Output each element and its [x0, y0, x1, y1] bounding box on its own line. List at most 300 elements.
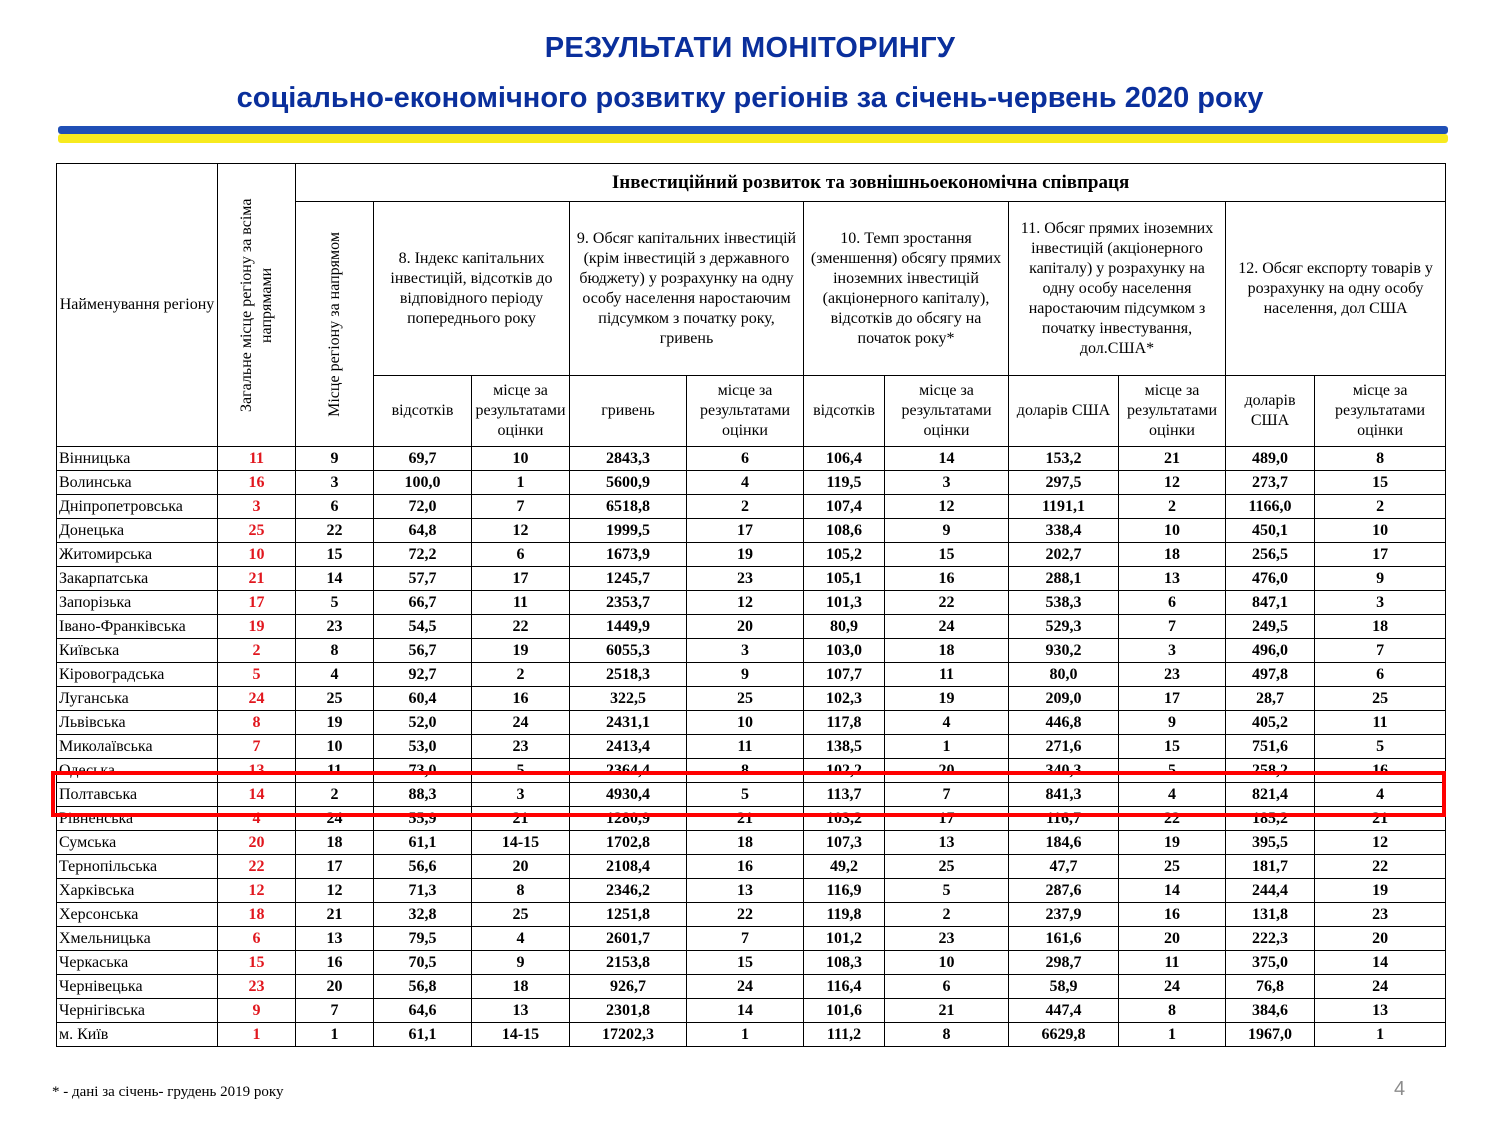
table-row [57, 615, 1446, 639]
table-row [57, 999, 1446, 1023]
indicator-12-header: 12. Обсяг експорту товарів у розрахунку на одну особу населення, дол США [1226, 202, 1446, 376]
direction-place-cell: 24 [296, 807, 374, 831]
region-name-cell: Луганська [57, 687, 218, 711]
direction-place-cell: 19 [296, 711, 374, 735]
value-cell: 375,0 [1226, 951, 1315, 975]
overall-place-cell: 9 [218, 999, 296, 1023]
direction-place-header: Місце регіону за напрямом [296, 202, 374, 447]
overall-place-cell: 8 [218, 711, 296, 735]
place-cell: 12 [472, 519, 570, 543]
indicator-8-header: 8. Індекс капітальних інвестицій, відсотків до відповідного періоду попереднього року [374, 202, 570, 376]
table-row [57, 855, 1446, 879]
overall-place-cell: 1 [218, 1023, 296, 1047]
direction-place-cell: 17 [296, 855, 374, 879]
value-cell: 447,4 [1009, 999, 1119, 1023]
unit-header: відсотків [804, 376, 885, 447]
place-cell: 16 [885, 567, 1009, 591]
place-cell: 6 [1119, 591, 1226, 615]
overall-place-cell: 6 [218, 927, 296, 951]
value-cell: 107,4 [804, 495, 885, 519]
value-cell: 751,6 [1226, 735, 1315, 759]
value-cell: 2431,1 [570, 711, 687, 735]
place-header: місце за результатами оцінки [1119, 376, 1226, 447]
place-cell: 1 [885, 735, 1009, 759]
place-cell: 20 [472, 855, 570, 879]
place-cell: 20 [1315, 927, 1446, 951]
overall-place-cell: 24 [218, 687, 296, 711]
direction-place-cell: 22 [296, 519, 374, 543]
value-cell: 116,9 [804, 879, 885, 903]
value-cell: 61,1 [374, 831, 472, 855]
value-cell: 69,7 [374, 447, 472, 471]
value-cell: 56,6 [374, 855, 472, 879]
value-cell: 103,0 [804, 639, 885, 663]
place-cell: 10 [472, 447, 570, 471]
place-cell: 25 [885, 855, 1009, 879]
overall-place-cell: 21 [218, 567, 296, 591]
place-cell: 14 [1315, 951, 1446, 975]
direction-place-cell: 6 [296, 495, 374, 519]
page-number: 4 [1394, 1078, 1406, 1100]
direction-place-cell: 13 [296, 927, 374, 951]
value-cell: 54,5 [374, 615, 472, 639]
place-cell: 24 [472, 711, 570, 735]
value-cell: 2346,2 [570, 879, 687, 903]
flag-stripe-yellow [58, 134, 1448, 143]
place-cell: 4 [1315, 783, 1446, 807]
place-cell: 22 [1119, 807, 1226, 831]
place-header: місце за результатами оцінки [472, 376, 570, 447]
overall-place-cell: 13 [218, 759, 296, 783]
value-cell: 101,3 [804, 591, 885, 615]
place-cell: 7 [1119, 615, 1226, 639]
indicator-9-header: 9. Обсяг капітальних інвестицій (крім інвестицій з державного бюджету) у розрахунку на одну особу населення наростаючим підсумком з початку року, гривень [570, 202, 804, 376]
place-cell: 12 [1119, 471, 1226, 495]
overall-place-cell: 14 [218, 783, 296, 807]
value-cell: 108,3 [804, 951, 885, 975]
region-name-cell: Волинська [57, 471, 218, 495]
value-cell: 105,2 [804, 543, 885, 567]
value-cell: 119,5 [804, 471, 885, 495]
value-cell: 108,6 [804, 519, 885, 543]
place-cell: 13 [472, 999, 570, 1023]
region-name-cell: Херсонська [57, 903, 218, 927]
place-cell: 21 [1315, 807, 1446, 831]
direction-place-cell: 2 [296, 783, 374, 807]
value-cell: 71,3 [374, 879, 472, 903]
place-cell: 7 [472, 495, 570, 519]
place-cell: 20 [1119, 927, 1226, 951]
value-cell: 847,1 [1226, 591, 1315, 615]
value-cell: 32,8 [374, 903, 472, 927]
value-cell: 2843,3 [570, 447, 687, 471]
place-cell: 16 [472, 687, 570, 711]
place-cell: 4 [472, 927, 570, 951]
value-cell: 52,0 [374, 711, 472, 735]
place-cell: 6 [1315, 663, 1446, 687]
overall-place-cell: 19 [218, 615, 296, 639]
value-cell: 322,5 [570, 687, 687, 711]
indicator-11-header: 11. Обсяг прямих іноземних інвестицій (акціонерного капіталу) у розрахунку на одну особу населення наростаючим підсумком з початку інвестування, дол.США* [1009, 202, 1226, 376]
place-cell: 1 [1119, 1023, 1226, 1047]
place-cell: 19 [885, 687, 1009, 711]
place-cell: 8 [1119, 999, 1226, 1023]
value-cell: 271,6 [1009, 735, 1119, 759]
value-cell: 116,4 [804, 975, 885, 999]
place-cell: 6 [687, 447, 804, 471]
value-cell: 103,2 [804, 807, 885, 831]
place-cell: 23 [885, 927, 1009, 951]
value-cell: 58,9 [1009, 975, 1119, 999]
place-cell: 9 [687, 663, 804, 687]
place-cell: 5 [885, 879, 1009, 903]
value-cell: 55,9 [374, 807, 472, 831]
place-cell: 25 [687, 687, 804, 711]
value-cell: 105,1 [804, 567, 885, 591]
value-cell: 6629,8 [1009, 1023, 1119, 1047]
value-cell: 111,2 [804, 1023, 885, 1047]
place-cell: 22 [472, 615, 570, 639]
direction-place-cell: 15 [296, 543, 374, 567]
indicator-10-header: 10. Темп зростання (зменшення) обсягу прямих іноземних інвестицій (акціонерного капіталу), відсотків до обсягу на початок року* [804, 202, 1009, 376]
table-row [57, 879, 1446, 903]
place-cell: 17 [885, 807, 1009, 831]
place-cell: 2 [687, 495, 804, 519]
value-cell: 841,3 [1009, 783, 1119, 807]
overall-place-cell: 4 [218, 807, 296, 831]
value-cell: 298,7 [1009, 951, 1119, 975]
region-name-cell: Кіровоградська [57, 663, 218, 687]
place-cell: 3 [1119, 639, 1226, 663]
unit-header: відсотків [374, 376, 472, 447]
value-cell: 79,5 [374, 927, 472, 951]
value-cell: 60,4 [374, 687, 472, 711]
place-cell: 14 [885, 447, 1009, 471]
place-cell: 12 [1315, 831, 1446, 855]
value-cell: 107,7 [804, 663, 885, 687]
place-cell: 9 [472, 951, 570, 975]
place-cell: 5 [1315, 735, 1446, 759]
value-cell: 2601,7 [570, 927, 687, 951]
value-cell: 56,7 [374, 639, 472, 663]
value-cell: 2364,4 [570, 759, 687, 783]
value-cell: 102,3 [804, 687, 885, 711]
place-header: місце за результатами оцінки [1315, 376, 1446, 447]
place-cell: 13 [885, 831, 1009, 855]
value-cell: 244,4 [1226, 879, 1315, 903]
place-cell: 8 [687, 759, 804, 783]
value-cell: 184,6 [1009, 831, 1119, 855]
table-row [57, 495, 1446, 519]
overall-place-cell: 10 [218, 543, 296, 567]
place-cell: 19 [472, 639, 570, 663]
page-title: РЕЗУЛЬТАТИ МОНІТОРИНГУ [544, 32, 956, 64]
value-cell: 101,6 [804, 999, 885, 1023]
place-cell: 20 [885, 759, 1009, 783]
value-cell: 80,0 [1009, 663, 1119, 687]
value-cell: 930,2 [1009, 639, 1119, 663]
value-cell: 102,2 [804, 759, 885, 783]
direction-place-cell: 11 [296, 759, 374, 783]
table-row [57, 903, 1446, 927]
place-cell: 17 [687, 519, 804, 543]
place-cell: 22 [687, 903, 804, 927]
table-row [57, 975, 1446, 999]
place-cell: 12 [885, 495, 1009, 519]
place-cell: 11 [687, 735, 804, 759]
overall-place-cell: 16 [218, 471, 296, 495]
place-cell: 17 [472, 567, 570, 591]
direction-place-cell: 3 [296, 471, 374, 495]
direction-place-cell: 5 [296, 591, 374, 615]
direction-place-cell: 12 [296, 879, 374, 903]
place-cell: 21 [687, 807, 804, 831]
place-cell: 8 [885, 1023, 1009, 1047]
overall-place-cell: 12 [218, 879, 296, 903]
value-cell: 237,9 [1009, 903, 1119, 927]
value-cell: 209,0 [1009, 687, 1119, 711]
overall-place-cell: 22 [218, 855, 296, 879]
value-cell: 49,2 [804, 855, 885, 879]
place-cell: 10 [687, 711, 804, 735]
direction-place-cell: 10 [296, 735, 374, 759]
direction-place-cell: 21 [296, 903, 374, 927]
table-row [57, 687, 1446, 711]
place-cell: 21 [885, 999, 1009, 1023]
direction-place-cell: 7 [296, 999, 374, 1023]
table-row [57, 567, 1446, 591]
place-cell: 16 [1315, 759, 1446, 783]
place-cell: 3 [687, 639, 804, 663]
value-cell: 1673,9 [570, 543, 687, 567]
footnote: * - дані за січень- грудень 2019 року [52, 1084, 284, 1100]
place-cell: 3 [472, 783, 570, 807]
place-cell: 18 [1315, 615, 1446, 639]
place-cell: 4 [1119, 783, 1226, 807]
unit-header: гривень [570, 376, 687, 447]
value-cell: 92,7 [374, 663, 472, 687]
value-cell: 138,5 [804, 735, 885, 759]
region-name-cell: Івано-Франківська [57, 615, 218, 639]
value-cell: 17202,3 [570, 1023, 687, 1047]
place-cell: 24 [1315, 975, 1446, 999]
place-cell: 15 [1119, 735, 1226, 759]
table-row [57, 927, 1446, 951]
overall-place-header: Загальне місце регіону за всіма напрямами [218, 164, 296, 447]
place-cell: 17 [1119, 687, 1226, 711]
table-row [57, 951, 1446, 975]
value-cell: 119,8 [804, 903, 885, 927]
value-cell: 64,6 [374, 999, 472, 1023]
table-row [57, 735, 1446, 759]
region-name-cell: Тернопільська [57, 855, 218, 879]
place-cell: 24 [1119, 975, 1226, 999]
place-cell: 1 [472, 471, 570, 495]
place-cell: 2 [472, 663, 570, 687]
value-cell: 6518,8 [570, 495, 687, 519]
place-cell: 15 [687, 951, 804, 975]
value-cell: 297,5 [1009, 471, 1119, 495]
value-cell: 450,1 [1226, 519, 1315, 543]
place-cell: 18 [472, 975, 570, 999]
direction-place-cell: 23 [296, 615, 374, 639]
region-name-cell: Хмельницька [57, 927, 218, 951]
place-cell: 21 [1119, 447, 1226, 471]
table-row [57, 519, 1446, 543]
flag-stripe-blue [58, 126, 1448, 134]
place-cell: 13 [687, 879, 804, 903]
place-cell: 12 [687, 591, 804, 615]
value-cell: 1967,0 [1226, 1023, 1315, 1047]
direction-place-cell: 25 [296, 687, 374, 711]
value-cell: 113,7 [804, 783, 885, 807]
place-cell: 7 [1315, 639, 1446, 663]
place-cell: 14 [1119, 879, 1226, 903]
place-cell: 22 [885, 591, 1009, 615]
place-cell: 21 [472, 807, 570, 831]
page-subtitle: соціально-економічного розвитку регіонів за січень-червень 2020 року [236, 82, 1264, 114]
value-cell: 73,0 [374, 759, 472, 783]
value-cell: 538,3 [1009, 591, 1119, 615]
value-cell: 2353,7 [570, 591, 687, 615]
place-cell: 15 [1315, 471, 1446, 495]
place-cell: 23 [1119, 663, 1226, 687]
value-cell: 2301,8 [570, 999, 687, 1023]
region-name-cell: Закарпатська [57, 567, 218, 591]
direction-place-cell: 9 [296, 447, 374, 471]
place-cell: 17 [1315, 543, 1446, 567]
value-cell: 496,0 [1226, 639, 1315, 663]
value-cell: 117,8 [804, 711, 885, 735]
overall-place-cell: 5 [218, 663, 296, 687]
value-cell: 1999,5 [570, 519, 687, 543]
place-header: місце за результатами оцінки [885, 376, 1009, 447]
value-cell: 1280,9 [570, 807, 687, 831]
overall-place-cell: 3 [218, 495, 296, 519]
place-cell: 23 [687, 567, 804, 591]
region-name-cell: Житомирська [57, 543, 218, 567]
value-cell: 340,3 [1009, 759, 1119, 783]
overall-place-cell: 20 [218, 831, 296, 855]
table-row [57, 831, 1446, 855]
place-cell: 9 [1119, 711, 1226, 735]
place-cell: 9 [1315, 567, 1446, 591]
region-name-cell: м. Київ [57, 1023, 218, 1047]
value-cell: 66,7 [374, 591, 472, 615]
region-name-cell: Одеська [57, 759, 218, 783]
overall-place-cell: 7 [218, 735, 296, 759]
region-name-cell: Донецька [57, 519, 218, 543]
value-cell: 101,2 [804, 927, 885, 951]
place-cell: 20 [687, 615, 804, 639]
value-cell: 53,0 [374, 735, 472, 759]
place-cell: 19 [1119, 831, 1226, 855]
value-cell: 1191,1 [1009, 495, 1119, 519]
place-cell: 6 [472, 543, 570, 567]
value-cell: 287,6 [1009, 879, 1119, 903]
region-name-cell: Чернігівська [57, 999, 218, 1023]
unit-header: доларів США [1226, 376, 1315, 447]
value-cell: 529,3 [1009, 615, 1119, 639]
place-cell: 18 [1119, 543, 1226, 567]
value-cell: 88,3 [374, 783, 472, 807]
place-cell: 14 [687, 999, 804, 1023]
place-cell: 7 [885, 783, 1009, 807]
value-cell: 185,2 [1226, 807, 1315, 831]
place-cell: 4 [687, 471, 804, 495]
value-cell: 6055,3 [570, 639, 687, 663]
value-cell: 2108,4 [570, 855, 687, 879]
place-cell: 5 [687, 783, 804, 807]
value-cell: 476,0 [1226, 567, 1315, 591]
place-cell: 24 [885, 615, 1009, 639]
direction-place-cell: 4 [296, 663, 374, 687]
place-cell: 3 [885, 471, 1009, 495]
value-cell: 80,9 [804, 615, 885, 639]
value-cell: 106,4 [804, 447, 885, 471]
region-name-cell: Сумська [57, 831, 218, 855]
table-row [57, 543, 1446, 567]
place-cell: 11 [885, 663, 1009, 687]
value-cell: 249,5 [1226, 615, 1315, 639]
table-row [57, 1023, 1446, 1047]
direction-place-cell: 14 [296, 567, 374, 591]
value-cell: 497,8 [1226, 663, 1315, 687]
place-cell: 2 [885, 903, 1009, 927]
value-cell: 1702,8 [570, 831, 687, 855]
place-cell: 10 [1315, 519, 1446, 543]
region-name-cell: Вінницька [57, 447, 218, 471]
direction-place-cell: 8 [296, 639, 374, 663]
value-cell: 821,4 [1226, 783, 1315, 807]
overall-place-cell: 11 [218, 447, 296, 471]
value-cell: 1245,7 [570, 567, 687, 591]
value-cell: 131,8 [1226, 903, 1315, 927]
place-cell: 25 [1315, 687, 1446, 711]
place-cell: 18 [885, 639, 1009, 663]
place-cell: 3 [1315, 591, 1446, 615]
region-name-cell: Полтавська [57, 783, 218, 807]
place-cell: 5 [1119, 759, 1226, 783]
place-cell: 25 [472, 903, 570, 927]
value-cell: 57,7 [374, 567, 472, 591]
value-cell: 4930,4 [570, 783, 687, 807]
place-cell: 23 [1315, 903, 1446, 927]
value-cell: 446,8 [1009, 711, 1119, 735]
place-cell: 8 [472, 879, 570, 903]
value-cell: 2518,3 [570, 663, 687, 687]
value-cell: 70,5 [374, 951, 472, 975]
value-cell: 56,8 [374, 975, 472, 999]
value-cell: 2153,8 [570, 951, 687, 975]
value-cell: 273,7 [1226, 471, 1315, 495]
value-cell: 107,3 [804, 831, 885, 855]
region-name-cell: Київська [57, 639, 218, 663]
value-cell: 153,2 [1009, 447, 1119, 471]
overall-place-cell: 23 [218, 975, 296, 999]
table-row [57, 639, 1446, 663]
value-cell: 61,1 [374, 1023, 472, 1047]
value-cell: 28,7 [1226, 687, 1315, 711]
region-name-cell: Черкаська [57, 951, 218, 975]
value-cell: 5600,9 [570, 471, 687, 495]
place-cell: 19 [1315, 879, 1446, 903]
table-row [57, 663, 1446, 687]
place-cell: 7 [687, 927, 804, 951]
place-cell: 2 [1119, 495, 1226, 519]
overall-place-cell: 18 [218, 903, 296, 927]
table-row [57, 447, 1446, 471]
